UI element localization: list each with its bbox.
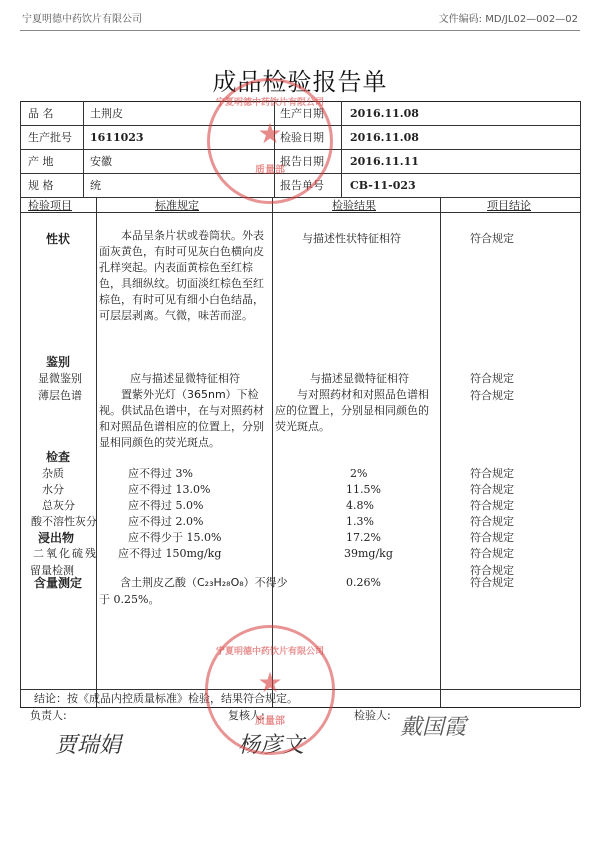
inspect-date-value: 2016.11.08 [350, 131, 419, 144]
star-icon: ★ [257, 117, 283, 150]
spec-value: 统 [90, 179, 101, 192]
character-standard: 本品呈条片状或卷筒状。外表面灰黄色，有时可见灰白色横向皮孔样突起。内表面黄棕色至红棕色，具细纵纹。切面淡红棕色至红棕色，有时可见有细小白色结晶，可层层剥离。气微，味苦而涩。 [99, 229, 264, 322]
document-number: 文件编码: MD/JL02—002—02 [438, 14, 578, 25]
inspect-date-label: 检验日期 [280, 131, 324, 144]
inspector-label: 检验人: [354, 709, 391, 722]
micro-label: 显微鉴别 [38, 372, 82, 385]
batch-value: 1611023 [90, 131, 144, 144]
origin-label: 产 地 [28, 155, 54, 168]
so2-label-line2: 留量检测 [30, 564, 74, 577]
header-divider [20, 30, 580, 31]
report-title: 成品检验报告单 [212, 68, 388, 96]
identification-label: 鉴别 [46, 355, 71, 369]
tlc-conclusion: 符合规定 [470, 389, 514, 402]
responsible-label: 负责人: [30, 709, 67, 722]
character-label: 性状 [46, 232, 71, 246]
assay-conclusion: 符合规定 [470, 576, 514, 589]
report-no-value: CB-11-023 [350, 179, 416, 192]
company-header: 宁夏明德中药饮片有限公司 [22, 14, 142, 25]
assay-standard-line1: 含土荆皮乙酸（C₂₃H₂₈O₈）不得少 [120, 576, 288, 589]
quality-seal-bottom: 宁夏明德中药饮片有限公司 ★ 质量部 [205, 625, 335, 755]
tlc-result: 与对照药材和对照品色谱相应的位置上，分别显相同颜色的荧光斑点。 [275, 388, 429, 433]
assay-standard-line2: 于 0.25%。 [99, 593, 160, 606]
name-value: 土荆皮 [90, 107, 123, 120]
checks-label: 检查 [46, 450, 71, 464]
spec-label: 规 格 [28, 179, 54, 192]
col-conclusion: 项目结论 [487, 199, 531, 212]
inspector-signature: 戴国霞 [400, 715, 467, 740]
assay-result: 0.26% [346, 576, 381, 589]
star-icon: ★ [257, 666, 283, 699]
report-no-label: 报告单号 [280, 179, 324, 192]
col-standard: 标准规定 [155, 199, 199, 212]
micro-conclusion: 符合规定 [470, 372, 514, 385]
col-item: 检验项目 [28, 199, 72, 212]
assay-label: 含量测定 [34, 576, 83, 590]
tlc-standard: 置紫外光灯（365nm）下检视。供试品色谱中，在与对照药材和对照品色谱相应的位置上，分别显相同颜色的荧光斑点。 [99, 388, 264, 449]
name-label: 品 名 [28, 107, 54, 120]
report-date-value: 2016.11.11 [350, 155, 419, 168]
col-result: 检验结果 [332, 199, 376, 212]
production-date-value: 2016.11.08 [350, 107, 419, 120]
conclusion-text: 结论：按《成品内控质量标准》检验，结果符合规定。 [34, 692, 298, 705]
quality-seal-top: 宁夏明德中药饮片有限公司 ★ 质量部 [207, 78, 333, 204]
reviewer-signature: 杨彦文 [238, 733, 305, 758]
micro-standard: 应与描述显微特征相符 [130, 372, 240, 385]
origin-value: 安徽 [90, 155, 112, 168]
so2-conclusion-line2: 符合规定 [470, 564, 514, 577]
batch-label: 生产批号 [28, 131, 72, 144]
production-date-label: 生产日期 [280, 107, 324, 120]
character-conclusion: 符合规定 [470, 232, 514, 245]
micro-result: 与描述显微特征相符 [310, 372, 409, 385]
report-date-label: 报告日期 [280, 155, 324, 168]
tlc-label: 薄层色谱 [38, 389, 82, 402]
character-result: 与描述性状特征相符 [302, 232, 401, 245]
reviewer-label: 复核人: [228, 709, 265, 722]
responsible-signature: 贾瑞娟 [55, 733, 122, 758]
